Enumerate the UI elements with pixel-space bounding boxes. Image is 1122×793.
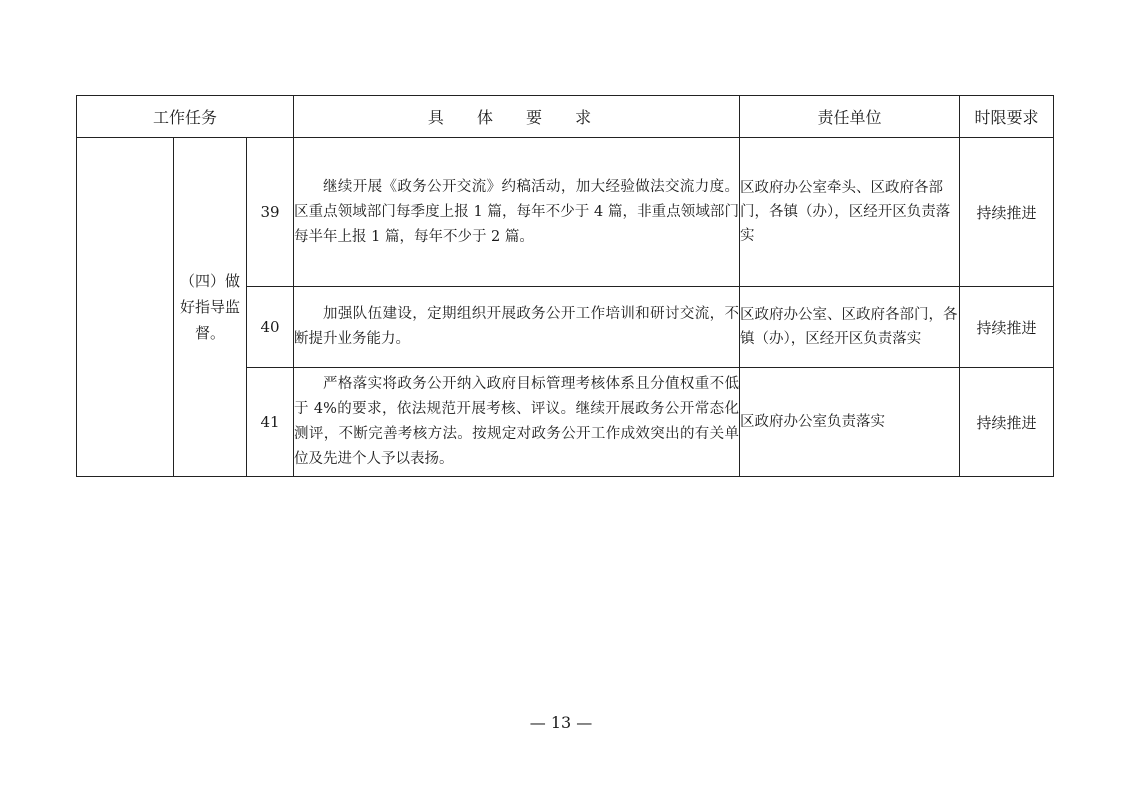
deadline-cell: 持续推进: [960, 368, 1054, 477]
row-number: 39: [247, 138, 294, 287]
header-deadline: 时限要求: [960, 96, 1054, 138]
row-number: 40: [247, 287, 294, 368]
header-unit: 责任单位: [740, 96, 960, 138]
header-row: [77, 96, 1054, 138]
requirement-cell: 继续开展《政务公开交流》约稿活动，加大经验做法交流力度。区重点领域部门每季度上报 1 篇，每年不少于 4 篇，非重点领域部门每半年上报 1 篇，每年不少于 2 篇。: [294, 138, 740, 287]
row-number: 41: [247, 368, 294, 477]
unit-cell: 区政府办公室负责落实: [740, 368, 960, 477]
table-row: [77, 138, 1054, 287]
header-task: 工作任务: [77, 96, 294, 138]
unit-cell: 区政府办公室牵头、区政府各部门，各镇（办），区经开区负责落实: [740, 138, 960, 287]
deadline-cell: 持续推进: [960, 138, 1054, 287]
unit-cell: 区政府办公室、区政府各部门，各镇（办），区经开区负责落实: [740, 287, 960, 368]
requirement-cell: 严格落实将政务公开纳入政府目标管理考核体系且分值权重不低于 4%的要求，依法规范开展考核、评议。继续开展政务公开常态化测评，不断完善考核方法。按规定对政务公开工作成效突出的有关单位及先进个人予以表扬。: [294, 368, 740, 477]
task-table: [76, 95, 1054, 477]
deadline-cell: 持续推进: [960, 287, 1054, 368]
subtask-cell: （四）做好指导监督。: [174, 138, 247, 477]
requirement-cell: 加强队伍建设，定期组织开展政务公开工作培训和研讨交流，不断提升业务能力。: [294, 287, 740, 368]
page-number: — 13 —: [529, 713, 593, 732]
task-category-cell: [77, 138, 174, 477]
header-requirement: 具 体 要 求: [294, 96, 740, 138]
